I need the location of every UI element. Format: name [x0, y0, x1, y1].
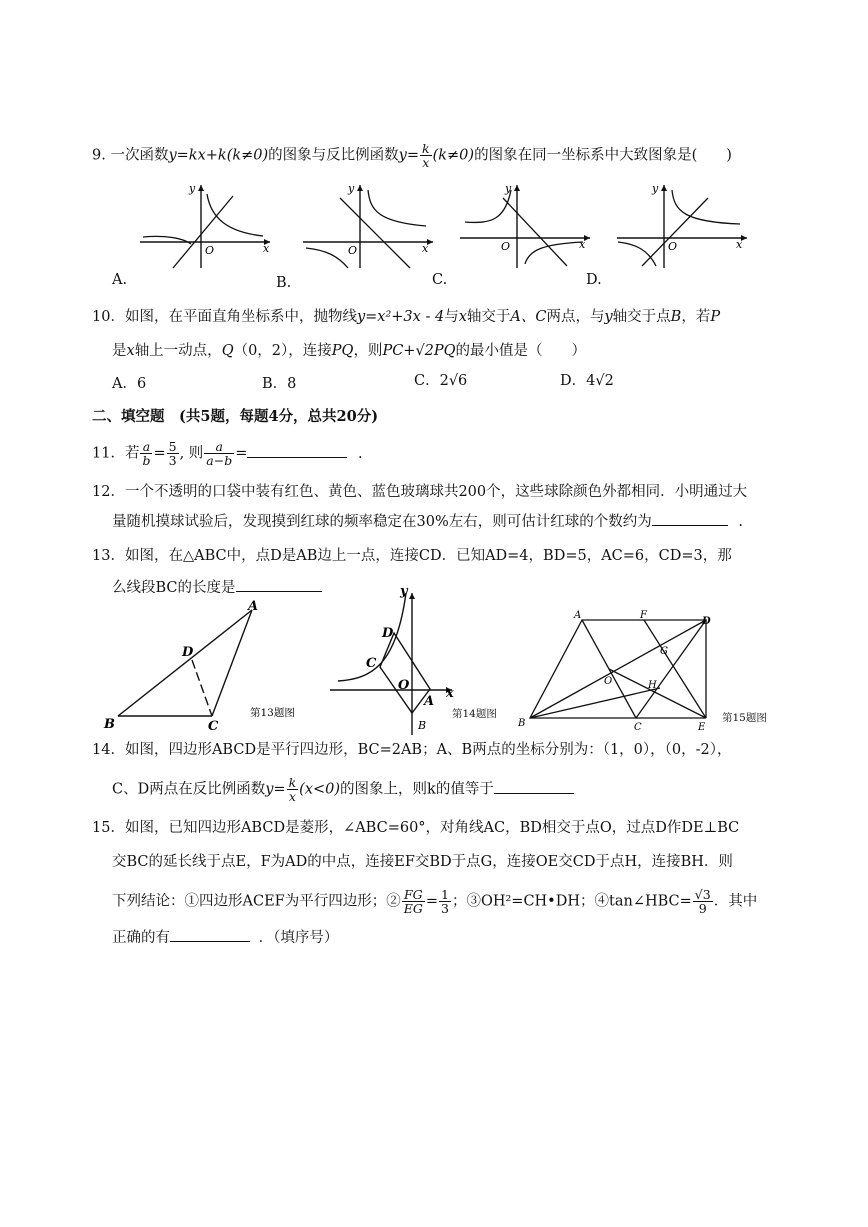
q13-text: 么线段BC的长度是: [112, 580, 236, 596]
q10-b: B: [670, 309, 682, 325]
q9-graph-a: [135, 180, 275, 270]
q10-p: P: [710, 309, 721, 325]
q12-dot: .: [738, 514, 743, 530]
q15-h-den: 9: [698, 901, 707, 917]
q14-y-eq: y=: [265, 781, 286, 798]
q11-dot: .: [358, 445, 363, 462]
q10-text-1: 10．如图，在平面直角坐标系中，抛物线: [92, 309, 357, 325]
q10-text-5: 轴交于点: [612, 309, 671, 325]
q10-text-2: 与: [444, 309, 459, 325]
q15-text-5: ．（填序号）: [258, 930, 339, 946]
q14-answer-blank[interactable]: [494, 792, 574, 794]
q11-f3-num: a: [204, 440, 234, 454]
q11-frac-a-b: [140, 440, 152, 467]
fig15-label-f: F: [640, 610, 647, 621]
q9-y-eq: y=: [398, 147, 420, 164]
q14-text-1: C、D两点在反比例函数: [112, 781, 266, 798]
fig15-label-o: O: [604, 676, 613, 687]
q10-line-1: [92, 309, 720, 326]
fig15-caption: 第15题图: [722, 712, 767, 724]
q12-line-2: [112, 514, 743, 531]
section-heading-fill-in: 二、填空题 (共5题，每题4分，总共20分): [92, 408, 379, 425]
q15-text-3: ．其中: [713, 893, 758, 910]
q10-text-4: 两点，与: [546, 309, 605, 325]
q9-linear-function: y=kx+k(k≠0): [168, 147, 269, 164]
q9-text-2: 的图象与反比例函数: [268, 147, 399, 164]
q15-line-4: [112, 930, 338, 947]
q10-x2: x: [126, 343, 135, 359]
q15-frac-fg-eg: [402, 888, 425, 915]
q9c-origin: O: [501, 240, 511, 253]
q10-text-9: （0，2），连接: [233, 343, 332, 359]
q15-frac-tan: [693, 888, 713, 915]
q9-fraction: [420, 142, 432, 169]
fig14-label-d: D: [382, 626, 394, 641]
q11-f1-num: a: [140, 440, 152, 454]
q11-f1-den: b: [142, 453, 151, 469]
fig13-label-a: A: [248, 599, 259, 614]
fig15-label-d: D: [702, 616, 711, 627]
fig13-label-c: C: [208, 719, 219, 734]
fig13-caption: 第13题图: [250, 707, 295, 719]
q11-then: , 则: [179, 445, 204, 462]
q9-option-c[interactable]: C.: [432, 272, 448, 288]
q11-frac-5-3: [167, 440, 179, 467]
q9-condition: (k≠0): [432, 147, 475, 164]
q15-eq: =: [425, 893, 438, 910]
q14-condition: (x<0): [299, 781, 341, 798]
q15-h-num: √3: [694, 887, 711, 902]
fig15-label-e: E: [698, 722, 706, 733]
q11-f2-den: 3: [168, 453, 177, 469]
q10-y: y: [604, 309, 613, 325]
figure-13: [100, 598, 320, 733]
q9-graph-b: [298, 180, 438, 270]
q9d-x-label: x: [736, 238, 743, 251]
q11-frac-target: [204, 440, 234, 467]
q9-option-d[interactable]: D.: [586, 272, 602, 288]
q15-line-1: 15．如图，已知四边形ABCD是菱形，∠ABC=60°，对角线AC，BD相交于点O，过点D作DE⊥BC: [92, 820, 740, 836]
q11: [92, 440, 363, 467]
q15-text-4: 正确的有: [112, 930, 170, 946]
q10-option-d[interactable]: D．4√2: [560, 373, 614, 389]
q11-answer-blank[interactable]: [247, 456, 347, 458]
q9-text-3: 的图象在同一坐标系中大致图象是( ): [474, 147, 732, 164]
q9-stem: [92, 142, 732, 169]
fig15-label-h: H: [648, 680, 657, 691]
q11-f3-den: a−b: [206, 453, 233, 469]
figure-14: [330, 585, 470, 735]
q15-g-num: 1: [441, 887, 449, 902]
fig14-label-b: B: [418, 719, 427, 732]
q9b-y-label: y: [348, 182, 355, 195]
q10-text-6: ，若: [681, 309, 711, 325]
q9-frac-num: k: [422, 141, 430, 156]
fig13-label-b: B: [104, 717, 115, 732]
q10-x: x: [458, 309, 467, 325]
q10-option-c[interactable]: C．2√6: [414, 373, 468, 389]
q10-text-8: 轴上一动点，: [134, 343, 222, 359]
q9a-x-label: x: [263, 242, 270, 255]
q15-frac-1-3: [439, 888, 451, 915]
q9a-origin: O: [205, 244, 215, 257]
q10-ac: A、C: [510, 309, 547, 325]
q10-expression: PC+√2PQ: [382, 343, 456, 359]
q9d-y-label: y: [652, 182, 659, 195]
q9a-y-label: y: [189, 182, 196, 195]
q10-q: Q: [221, 343, 234, 359]
fig14-label-a: A: [424, 694, 435, 709]
figure-15: [512, 606, 717, 731]
q10-text-10: ，则: [353, 343, 383, 359]
q14-frac-den: x: [288, 789, 296, 805]
q14-frac-num: k: [288, 775, 297, 790]
q15-answer-blank[interactable]: [170, 940, 250, 942]
q10-line-2: [112, 343, 586, 360]
q11-f2-num: 5: [168, 439, 177, 454]
q10-pq: PQ: [331, 343, 354, 359]
q15-line-3: [112, 888, 757, 915]
q10-option-a[interactable]: A．6: [112, 376, 147, 392]
q12-text: 量随机摸球试验后，发现摸到红球的频率稳定在30%左右，则可估计红球的个数约为: [112, 514, 652, 530]
q13-answer-blank[interactable]: [236, 590, 322, 592]
fig14-caption: 第14题图: [452, 708, 497, 720]
q15-f-num: FG: [402, 888, 425, 902]
q14-line-2: [112, 776, 574, 803]
q9c-y-label: y: [505, 182, 512, 195]
fig14-label-o: O: [398, 678, 410, 693]
q11-number: 11．若: [92, 445, 140, 462]
q15-line-2: 交BC的延长线于点E，F为AD的中点，连接EF交BD于点G，连接OE交CD于点H，连接BH．则: [112, 854, 733, 870]
q12-answer-blank[interactable]: [652, 524, 728, 526]
q13-line-2: [112, 580, 322, 597]
q14-line-1: 14．如图，四边形ABCD是平行四边形，BC=2AB；A、B两点的坐标分别为：（1，0），（0，-2），: [92, 742, 732, 758]
q9-graph-c: [455, 180, 595, 270]
q9-option-a[interactable]: A.: [112, 272, 128, 288]
q9-frac-den: x: [422, 155, 430, 171]
q9-option-b[interactable]: B.: [276, 275, 292, 291]
q14-text-2: 的图象上，则k的值等于: [340, 781, 494, 798]
q10-text-11: 的最小值是（ ）: [455, 343, 587, 359]
q9b-origin: O: [348, 244, 358, 257]
q9c-x-label: x: [579, 238, 586, 251]
fig14-label-x: x: [446, 686, 454, 701]
fig13-label-d: D: [182, 645, 194, 660]
fig14-label-y: y: [400, 584, 408, 599]
q15-text-2: ；③OH²=CH•DH；④tan∠HBC=: [451, 893, 692, 910]
fig15-label-c: C: [634, 722, 642, 733]
fig14-label-c: C: [366, 656, 377, 671]
q10-option-b[interactable]: B．8: [262, 376, 297, 392]
q9-graph-d: [612, 180, 752, 270]
fig15-label-g: G: [660, 646, 668, 657]
q9b-x-label: x: [422, 242, 429, 255]
q10-text-3: 轴交于: [466, 309, 511, 325]
q11-end-eq: =: [235, 445, 248, 462]
q14-fraction: [287, 776, 299, 803]
q11-eq: =: [153, 445, 166, 462]
q15-f-den: EG: [403, 901, 423, 917]
q9-text-1: 一次函数: [110, 147, 169, 164]
q9-number: 9.: [92, 147, 106, 164]
q15-text-1: 下列结论：①四边形ACEF为平行四边形；②: [112, 893, 401, 910]
q13-line-1: 13．如图，在△ABC中，点D是AB边上一点，连接CD．已知AD=4，BD=5，AC=6，CD=3，那: [92, 548, 732, 564]
q9d-origin: O: [668, 240, 678, 253]
q12-line-1: 12．一个不透明的口袋中装有红色、黄色、蓝色玻璃球共200个，这些球除颜色外都相同．小明通过大: [92, 484, 748, 500]
q15-g-den: 3: [441, 901, 449, 917]
q10-parabola: y=x²+3x - 4: [356, 309, 445, 325]
fig15-label-a: A: [574, 610, 582, 621]
fig15-label-b: B: [518, 718, 526, 729]
q10-text-7: 是: [112, 343, 127, 359]
